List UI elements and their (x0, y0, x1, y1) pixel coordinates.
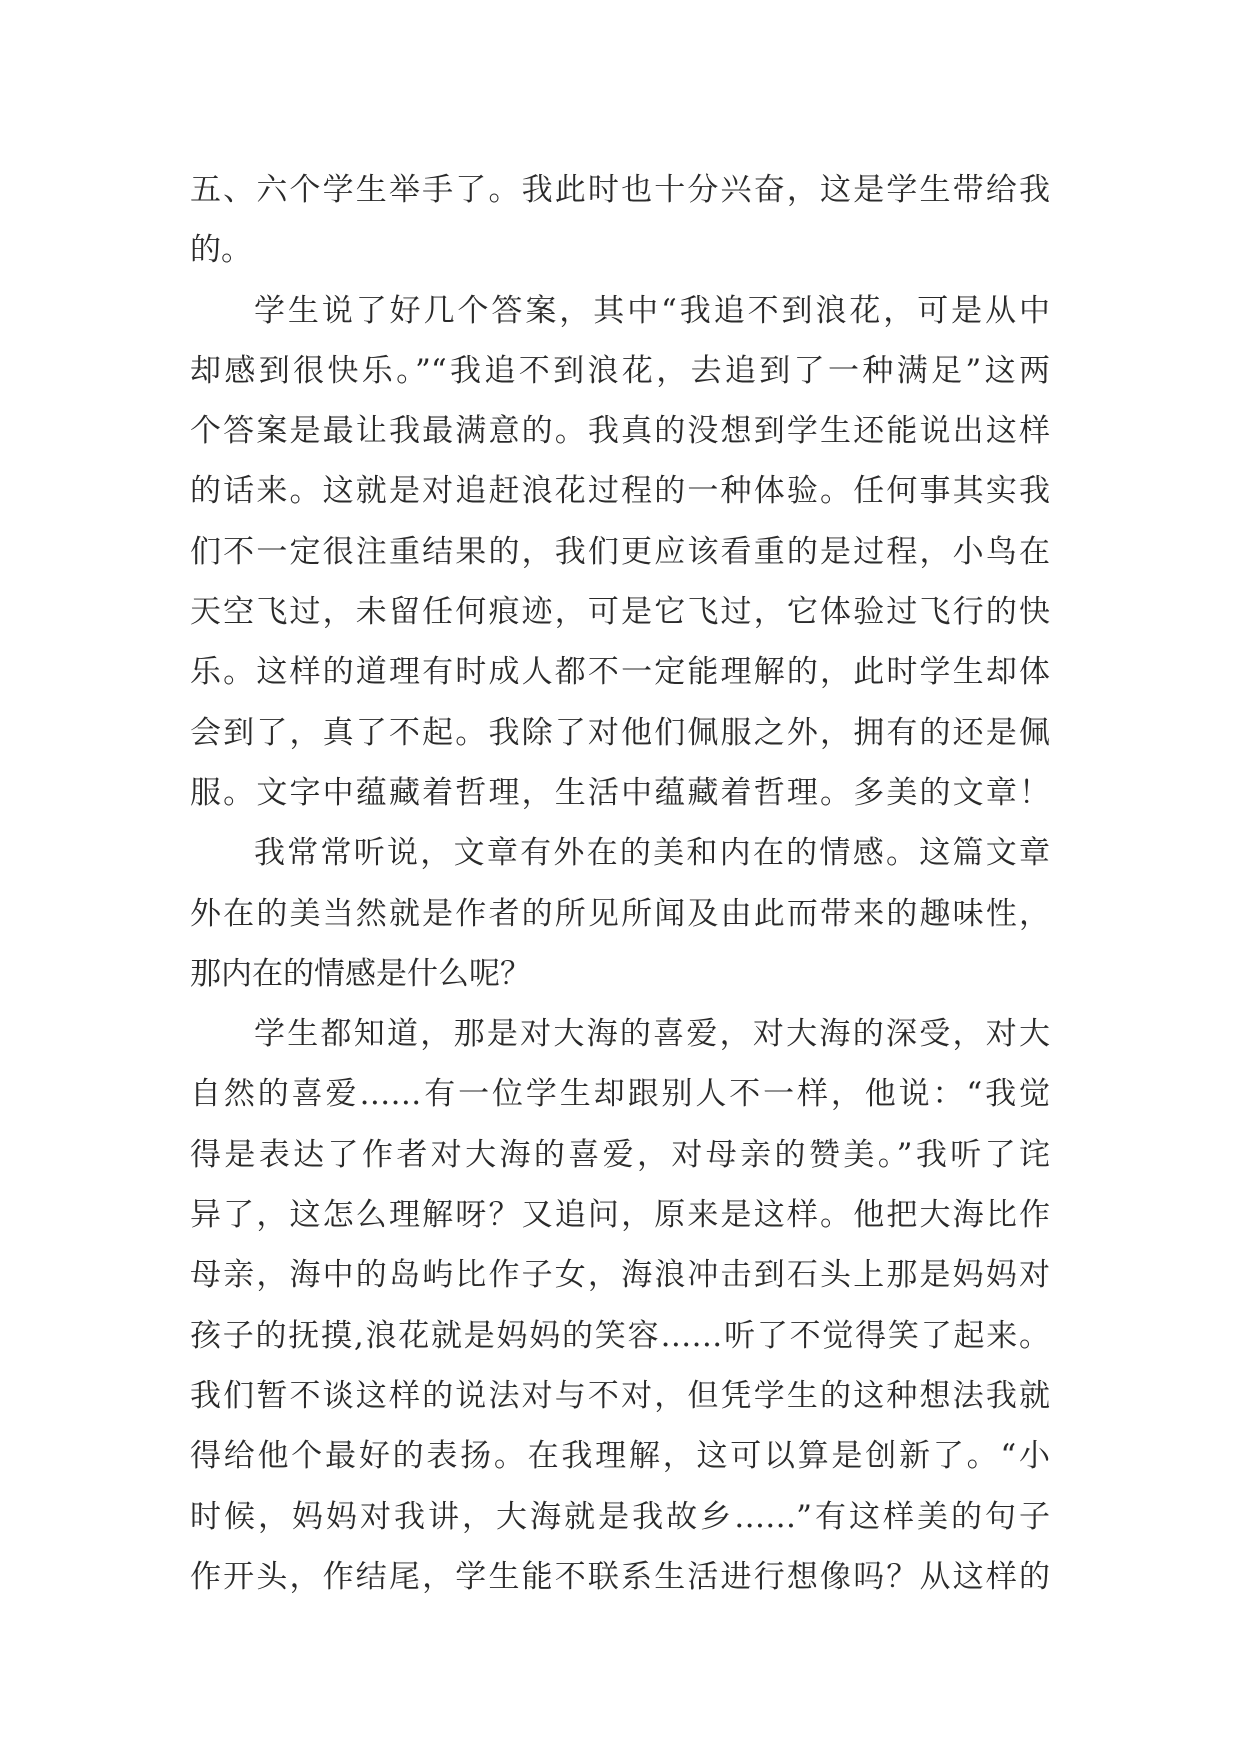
text-line: 学生都知道，那是对大海的喜爱，对大海的深受，对大 (254, 1016, 1050, 1053)
text-line: 母亲，海中的岛屿比作子女，海浪冲击到石头上那是妈妈对 (190, 1257, 1050, 1294)
text-line: 天空飞过，未留任何痕迹，可是它飞过，它体验过飞行的快 (190, 594, 1050, 631)
document-body (190, 160, 1050, 1607)
text-line: 乐。这样的道理有时成人都不一定能理解的，此时学生却体 (190, 654, 1050, 691)
text-line: 们不一定很注重结果的，我们更应该看重的是过程，小鸟在 (190, 533, 1050, 570)
text-line: 我常常听说，文章有外在的美和内在的情感。这篇文章 (254, 835, 1050, 872)
text-line: 的。 (190, 232, 252, 269)
text-line: 作开头，作结尾，学生能不联系生活进行想像吗？从这样的 (190, 1558, 1050, 1595)
text-line: 得是表达了作者对大海的喜爱，对母亲的赞美。”我听了诧 (190, 1136, 1050, 1173)
text-line: 我们暂不谈这样的说法对与不对，但凭学生的这种想法我就 (190, 1377, 1050, 1414)
text-line: 五、六个学生举手了。我此时也十分兴奋，这是学生带给我 (190, 172, 1050, 208)
text-line: 时候，妈妈对我讲，大海就是我故乡……”有这样美的句子 (190, 1498, 1050, 1535)
text-line: 得给他个最好的表扬。在我理解，这可以算是创新了。“小 (190, 1438, 1050, 1475)
text-line: 异了，这怎么理解呀？又追问，原来是这样。他把大海比作 (190, 1197, 1050, 1234)
text-line: 孩子的抚摸,浪花就是妈妈的笑容……听了不觉得笑了起来。 (190, 1317, 1050, 1354)
text-line: 那内在的情感是什么呢？ (190, 955, 531, 992)
text-line: 却感到很快乐。”“我追不到浪花，去追到了一种满足”这两 (190, 352, 1050, 389)
text-line: 的话来。这就是对追赶浪花过程的一种体验。任何事其实我 (190, 473, 1050, 510)
text-line: 自然的喜爱……有一位学生却跟别人不一样，他说：“我觉 (190, 1076, 1050, 1113)
text-line: 服。文字中蕴藏着哲理，生活中蕴藏着哲理。多美的文章！ (190, 774, 1050, 811)
text-line: 外在的美当然就是作者的所见所闻及由此而带来的趣味性， (190, 895, 1050, 932)
text-line: 学生说了好几个答案，其中“我追不到浪花，可是从中 (254, 292, 1050, 329)
text-line: 个答案是最让我最满意的。我真的没想到学生还能说出这样 (190, 413, 1050, 450)
text-line: 会到了，真了不起。我除了对他们佩服之外，拥有的还是佩 (190, 714, 1050, 751)
